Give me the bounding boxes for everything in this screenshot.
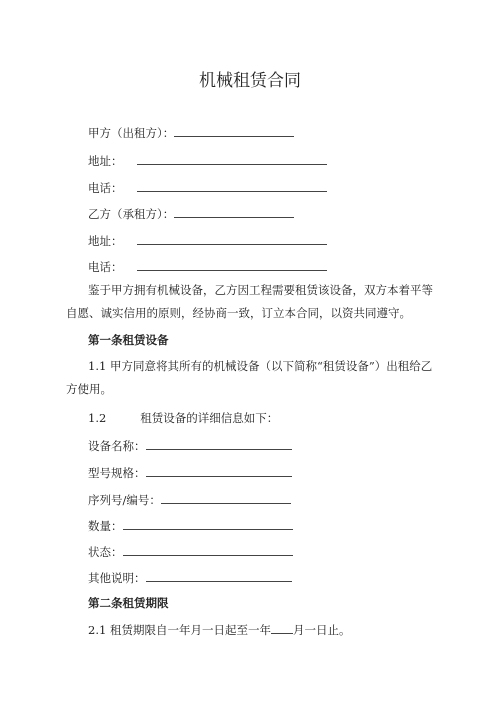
lessor-phone-label: 电话： xyxy=(88,181,123,195)
field-status xyxy=(88,544,293,560)
lessee-blank xyxy=(174,206,294,218)
field-blank xyxy=(146,465,292,477)
field-blank xyxy=(146,570,292,582)
lessor-blank xyxy=(174,125,294,137)
lessor-line xyxy=(88,125,294,141)
lessee-line xyxy=(88,206,294,222)
lessor-address-blank xyxy=(137,153,327,165)
field-label: 其他说明： xyxy=(88,571,146,585)
field-serial-number xyxy=(88,492,291,508)
field-blank xyxy=(123,518,293,530)
lessee-address-label: 地址： xyxy=(88,234,123,248)
field-other-notes xyxy=(88,570,292,586)
article1-heading: 第一条租赁设备 xyxy=(88,333,169,347)
clause-1-2 xyxy=(88,411,278,426)
preamble-paragraph: 鉴于甲方拥有机械设备，乙方因工程需要租赁该设备，双方本着平等自愿、诚实信用的原则，经协商一致，订立本合同，以资共同遵守。 xyxy=(66,283,433,320)
field-label: 型号规格： xyxy=(88,466,146,480)
lessor-label: 甲方（出租方）： xyxy=(88,126,175,140)
lessee-address-blank xyxy=(137,233,327,245)
field-equipment-name xyxy=(88,438,292,454)
field-label: 设备名称： xyxy=(88,439,146,453)
lessee-label: 乙方（承租方）： xyxy=(88,207,175,221)
lessor-address-label: 地址： xyxy=(88,154,123,168)
lessor-address-line xyxy=(88,153,327,169)
lessee-phone-line xyxy=(88,259,327,275)
field-blank xyxy=(123,544,293,556)
clause-2-1-end: 月一日止。 xyxy=(292,623,351,637)
clause-1-2-number: 1.2 xyxy=(88,411,107,425)
lessor-phone-line xyxy=(88,180,327,196)
clause-1-1: 1.1 甲方同意将其所有的机械设备（以下简称“租赁设备”）出租给乙方使用。 xyxy=(66,359,433,396)
field-blank xyxy=(146,438,292,450)
field-quantity xyxy=(88,518,293,534)
clause-1-2-text: 租赁设备的详细信息如下： xyxy=(140,411,279,425)
field-blank xyxy=(161,492,291,504)
lessor-phone-blank xyxy=(137,180,327,192)
article2-heading: 第二条租赁期限 xyxy=(88,596,169,610)
document-title: 机械租赁合同 xyxy=(199,71,301,91)
clause-2-1 xyxy=(88,622,350,638)
lessee-address-line xyxy=(88,233,327,249)
lessee-phone-label: 电话： xyxy=(88,260,123,274)
field-label: 数量： xyxy=(88,519,123,533)
field-model-spec xyxy=(88,465,292,481)
field-label: 序列号/编号： xyxy=(88,493,161,507)
clause-2-1-blank xyxy=(271,622,293,634)
clause-2-1-start: 2.1 租赁期限自一年月一日起至一年 xyxy=(88,623,271,637)
lessee-phone-blank xyxy=(137,259,327,271)
field-label: 状态： xyxy=(88,545,123,559)
